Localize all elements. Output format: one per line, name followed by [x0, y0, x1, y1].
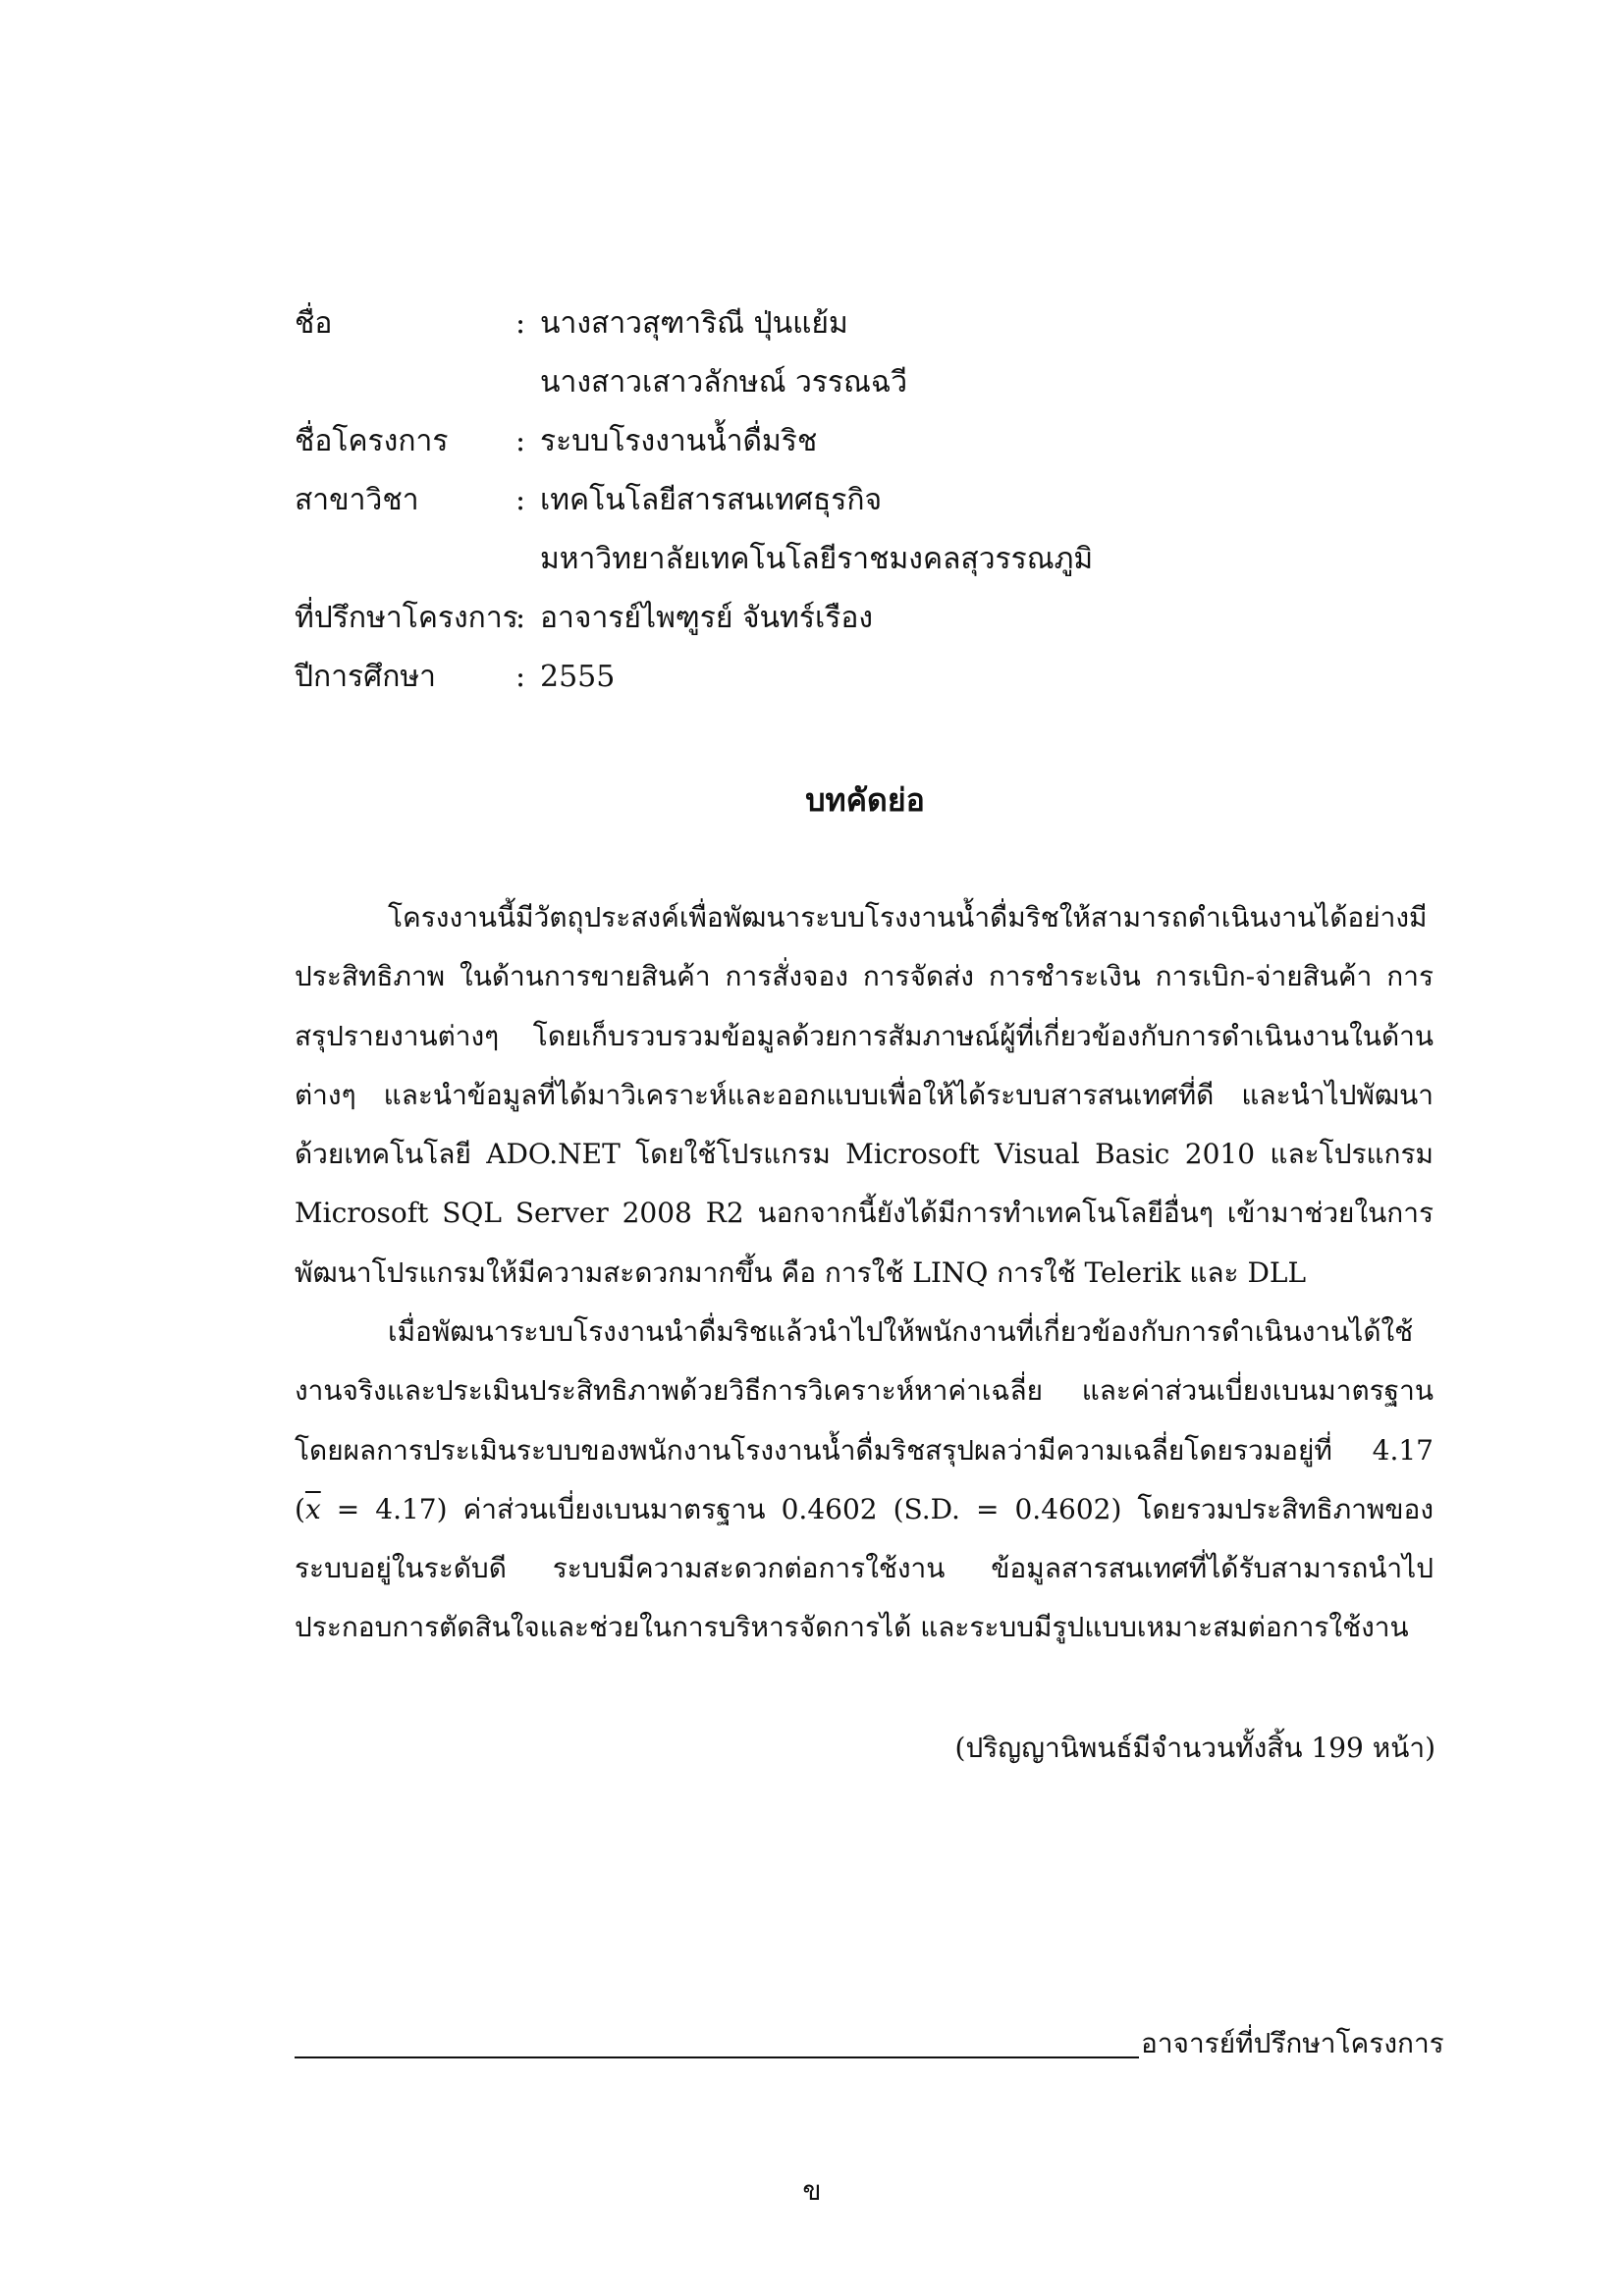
- major-label: สาขาวิชา: [295, 483, 419, 517]
- colon: :: [515, 424, 526, 458]
- paragraph-2-text-after: = 4.17) ค่าส่วนเบี่ยงเบนมาตรฐาน 0.4602 (S.D. = 0.4602) โดยรวมประสิทธิภาพของระบบอยู่ในระดับดี ระบบมีความสะดวกต่อการใช้งาน ข้อมูลสารสนเทศที่ได้รับสามารถนำไปประกอบการตัดสินใจและช่วยในการบริหารจัดการได้ และระบบมีรูปแบบเหมาะสมต่อการใช้งาน: [295, 1492, 1434, 1644]
- signature-label: อาจารย์ที่ปรึกษาโครงการ: [1141, 2027, 1444, 2059]
- mean-symbol: $\overline{x}$: [304, 1492, 321, 1525]
- name-label: ชื่อ: [295, 306, 333, 341]
- colon: :: [515, 306, 526, 341]
- colon: :: [515, 601, 526, 635]
- signature-line: [295, 2056, 1139, 2058]
- project-value: ระบบโรงงานน้ำดื่มริช: [540, 424, 818, 458]
- name-value-1: นางสาวสุฑาริณี ปุ่นแย้ม: [540, 306, 848, 341]
- abstract-title: บทคัดย่อ: [805, 781, 925, 819]
- page-number: ข: [802, 2174, 822, 2207]
- paragraph-2-text-before: เมื่อพัฒนาระบบโรงงานนำดื่มริชแล้วนำไปให้พนักงานที่เกี่ยวข้องกับการดำเนินงานได้ใช้งานจริงและประเมินประสิทธิภาพด้วยวิธีการวิเคราะห์หาค่าเฉลี่ย และค่าส่วนเบี่ยงเบนมาตรฐาน โดยผลการประเมินระบบของพนักงานโรงงานน้ำดื่มริชสรุปผลว่ามีความเฉลี่ยโดยรวมอยู่ที่ 4.17 (: [295, 1315, 1434, 1525]
- year-value: 2555: [540, 660, 616, 694]
- advisor-value: อาจารย์ไพฑูรย์ จันทร์เรือง: [540, 601, 873, 635]
- abstract-paragraph-1: โครงงานนี้มีวัตถุประสงค์เพื่อพัฒนาระบบโรงงานน้ำดื่มริชให้สามารถดำเนินงานได้อย่างมีประสิทธิภาพ ในด้านการขายสินค้า การสั่งจอง การจัดส่ง การชำระเงิน การเบิก-จ่ายสินค้า การสรุปรายงานต่างๆ โดยเก็บรวบรวมข้อมูลด้วยการสัมภาษณ์ผู้ที่เกี่ยวข้องกับการดำเนินงานในด้านต่างๆ และนำข้อมูลที่ได้มาวิเคราะห์และออกแบบเพื่อให้ได้ระบบสารสนเทศที่ดี และนำไปพัฒนาด้วยเทคโนโลยี ADO.NET โดยใช้โปรแกรม Microsoft Visual Basic 2010 และโปรแกรม Microsoft SQL Server 2008 R2 นอกจากนี้ยังได้มีการทำเทคโนโลยีอื่นๆ เข้ามาช่วยในการพัฒนาโปรแกรมให้มีความสะดวกมากขึ้น คือ การใช้ LINQ การใช้ Telerik และ DLL: [295, 901, 1434, 1289]
- university-value: มหาวิทยาลัยเทคโนโลยีราชมงคลสุวรรณภูมิ: [540, 542, 1094, 576]
- page-count-note: (ปริญญานิพนธ์มีจำนวนทั้งสิ้น 199 หน้า): [954, 1732, 1435, 1764]
- name-value-2: นางสาวเสาวลักษณ์ วรรณฉวี: [540, 365, 908, 400]
- colon: :: [515, 483, 526, 517]
- project-label: ชื่อโครงการ: [295, 424, 449, 458]
- year-label: ปีการศึกษา: [295, 660, 436, 694]
- colon: :: [515, 660, 526, 694]
- major-value: เทคโนโลยีสารสนเทศธุรกิจ: [540, 483, 883, 517]
- abstract-paragraph-2: [295, 1303, 1434, 1658]
- advisor-label: ที่ปรึกษาโครงการ: [295, 601, 518, 635]
